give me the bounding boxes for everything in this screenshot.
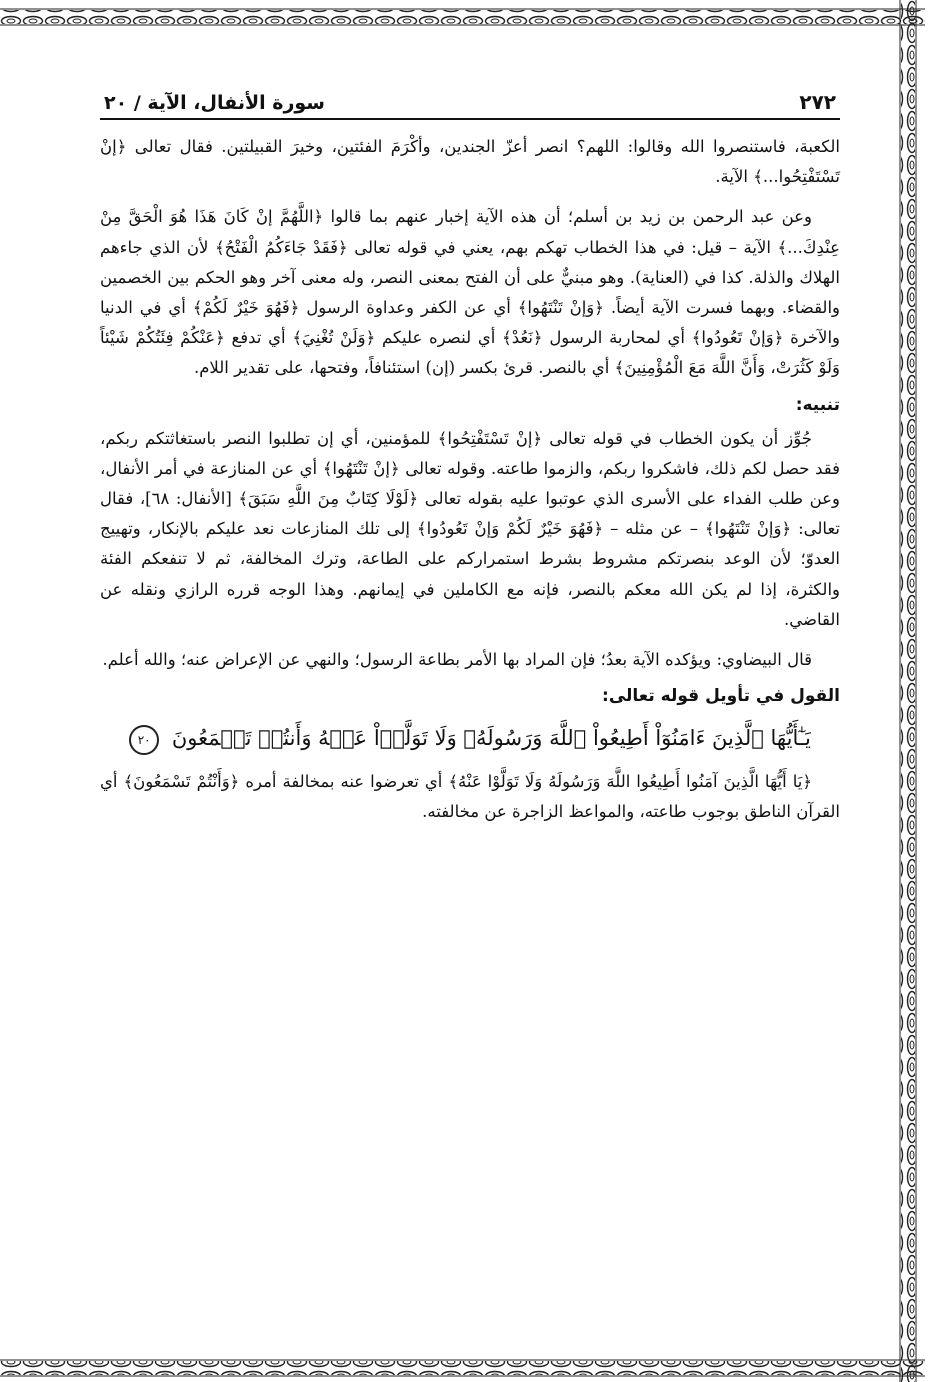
quran-verse: [100, 715, 840, 761]
paragraph-4: قال البيضاوي: ويؤكده الآية بعدُ؛ فإن المراد بها الأمر بطاعة الرسول؛ والنهي عن الإعراض عنه؛ والله أعلم.: [102, 650, 812, 670]
decorative-border-top: [0, 0, 925, 34]
verse-text: يَـٰٓأَيُّهَا ٱلَّذِينَ ءَامَنُوٓاْ أَطِيعُواْ ٱللَّهَ وَرَسُولَهُۥ وَلَا تَوَلَّوۡاْ عَنۡهُ وَأَنتُمۡ تَسۡمَعُونَ: [171, 726, 811, 751]
page-number: ٢٧٢: [799, 90, 836, 114]
note-heading: تنبيه:: [795, 394, 840, 415]
paragraph-1: الكعبة، فاستنصروا الله وقالوا: اللهم؟ انصر أعزّ الجندين، وأكْرَمَ الفئتين، وخيرَ القبيلتين. فقال تعالى ﴿إنْ تَسْتَفْتِحُوا...﴾ الآية.: [100, 137, 840, 187]
book-page: [100, 80, 840, 1320]
page-header: [100, 80, 840, 120]
verse-number-marker: ٢٠: [129, 725, 159, 755]
decorative-border-bottom: [0, 1355, 925, 1382]
running-title: سورة الأنفال، الآية / ٢٠: [104, 92, 325, 114]
paragraph-2: وعن عبد الرحمن بن زيد بن أسلم؛ أن هذه الآية إخبار عنهم بما قالوا ﴿اللَّهُمَّ إنْ كَانَ هَذَا هُوَ الْحَقَّ مِنْ عِنْدِكَ...﴾ الآية – قيل: في هذا الخطاب تهكم بهم، يعني في قوله تعالى ﴿فَقَدْ جَاءَكُمُ الْفَتْحُ﴾ لأن الذي جاءهم الهلاك والذلة. كذا في (العناية). وهو مبنيٌّ على أن الفتح بمعنى النصر، وله معنى آخر وهو الحكم بين الخصمين والقضاء. وبهما فسرت الآية أيضاً. ﴿وَإنْ تَنْتَهُوا﴾ أي عن الكفر وعداوة الرسول ﴿فَهُوَ خَيْرٌ لَكُمْ﴾ أي في الدنيا والآخرة ﴿وَإنْ تَعُودُوا﴾ أي لمحاربة الرسول ﴿نَعُدْ﴾ أي لنصره عليكم ﴿وَلَنْ تُغْنِيَ﴾ أي تدفع ﴿عَنْكُمْ فِئَتُكُمْ شَيْئاً وَلَوْ كَثُرَتْ، وَأَنَّ اللَّهَ مَعَ الْمُؤْمِنِينَ﴾ أي بالنصر. قرئ بكسر (إن) استئنافاً، وفتحها، على تقدير اللام.: [100, 207, 840, 378]
decorative-border-right: [891, 0, 925, 1382]
section-heading: القول في تأويل قوله تعالى:: [602, 686, 840, 707]
paragraph-3: جُوِّز أن يكون الخطاب في قوله تعالى ﴿إنْ تَسْتَفْتِحُوا﴾ للمؤمنين، أي إن تطلبوا النصر باستغاثتكم ربكم، فقد حصل لكم ذلك، فاشكروا ربكم، والزموا طاعته. وقوله تعالى ﴿إنْ تَنْتَهُوا﴾ أي عن المنازعة في أمر الأنفال، وعن طلب الفداء على الأسرى الذي عوتبوا عليه بقوله تعالى ﴿لَوْلَا كِتَابٌ مِنَ اللَّهِ سَبَقَ﴾ [الأنفال: ٦٨]، فقال تعالى: ﴿وَإنْ تَنْتَهُوا﴾ – عن مثله – ﴿فَهُوَ خَيْرٌ لَكُمْ وَإنْ تَعُودُوا﴾ إلى تلك المنازعات نعد عليكم بالإنكار، وتهييج العدوّ؛ لأن الوعد بنصرتكم مشروط بشرط استمراركم على الطاعة، وترك المخالفة، ثم لا تنفعكم الفئة والكثرة، إذا لم يكن الله معكم بالنصر، فإنه مع الكاملين في إيمانهم. وهذا الوجه قرره الرازي ونقله عن القاضي.: [100, 428, 840, 629]
paragraph-5: ﴿يَا أَيُّهَا الَّذِينَ آمَنُوا أَطِيعُوا اللَّهَ وَرَسُولَهُ وَلَا تَوَلَّوْا عَنْهُ﴾ أي تعرضوا عنه بمخالفة أمره ﴿وَأَنْتُمْ تَسْمَعُونَ﴾ أي القرآن الناطق بوجوب طاعته، والمواعظ الزاجرة عن مخالفته.: [100, 772, 840, 822]
